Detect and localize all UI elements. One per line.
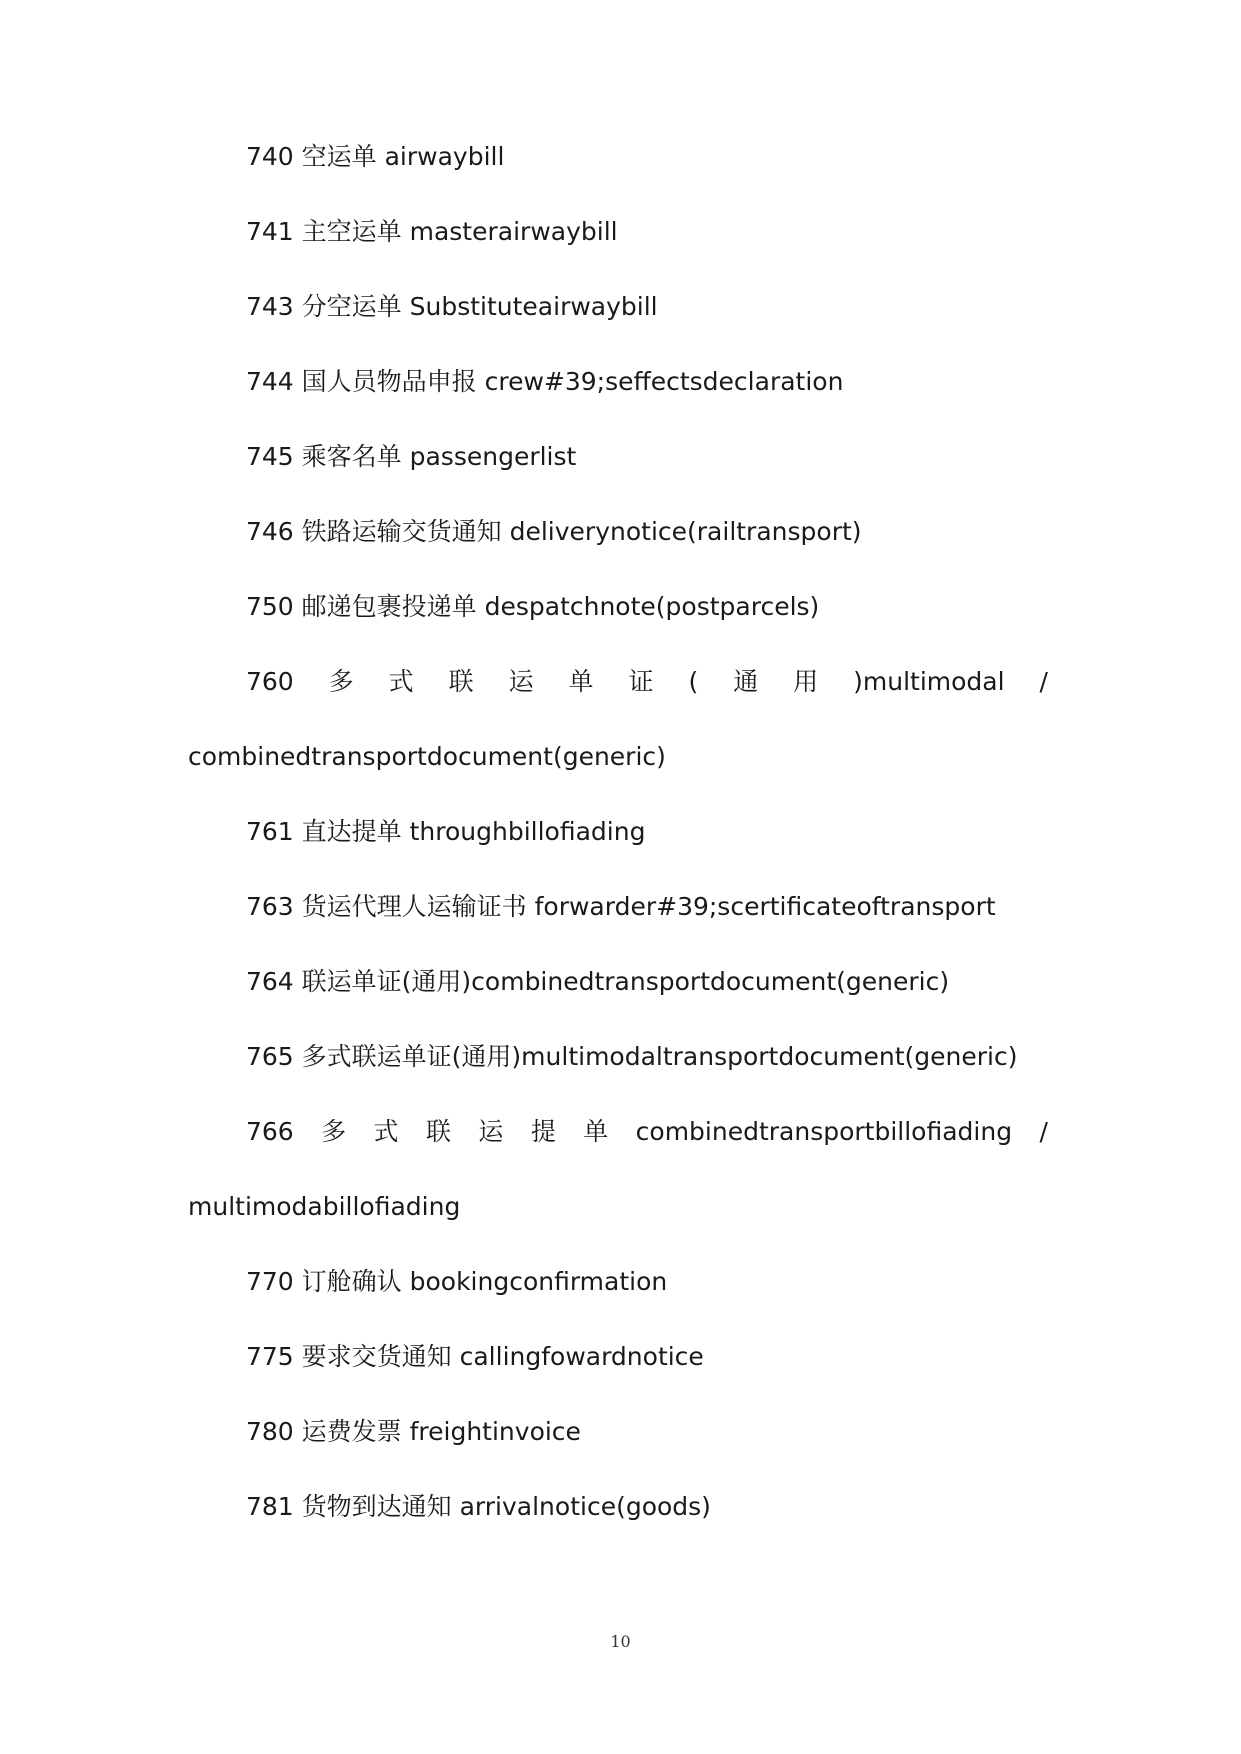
entry-760-part: 760 (246, 667, 294, 696)
entry-750: 750 邮递包裹投递单 despatchnote(postparcels) (246, 592, 820, 621)
entry-761: 761 直达提单 throughbillofiading (246, 817, 646, 846)
entry-766-part: 单 (583, 1117, 609, 1146)
entry-766-part: combinedtransportbillofiading (635, 1117, 1013, 1146)
entry-763: 763 货运代理人运输证书 forwarder#39;scertificateoftransport (246, 892, 996, 921)
entry-760-part: 联 (448, 667, 474, 696)
entry-766-part: 多 (321, 1117, 347, 1146)
entry-746: 746 铁路运输交货通知 deliverynotice(railtransport) (246, 517, 862, 546)
entry-760-part: 证 (628, 667, 654, 696)
entry-766-continuation: multimodabillofiading (188, 1192, 461, 1221)
page-number: 10 (610, 1632, 631, 1651)
entry-766-part: / (1039, 1117, 1048, 1146)
entry-743: 743 分空运单 Substituteairwaybill (246, 292, 658, 321)
entry-780: 780 运费发票 freightinvoice (246, 1417, 581, 1446)
document-body (188, 140, 1048, 1565)
entry-765: 765 多式联运单证(通用)multimodaltransportdocument(generic) (246, 1042, 1018, 1071)
entry-741: 741 主空运单 masterairwaybill (246, 217, 618, 246)
entry-760 (188, 665, 1048, 698)
entry-745: 745 乘客名单 passengerlist (246, 442, 577, 471)
entry-760-part: )multimodal (853, 667, 1005, 696)
entry-760-part: 单 (568, 667, 594, 696)
entry-760-part: / (1039, 667, 1048, 696)
entry-760-part: 通 (733, 667, 759, 696)
entry-770: 770 订舱确认 bookingconfirmation (246, 1267, 668, 1296)
entry-781: 781 货物到达通知 arrivalnotice(goods) (246, 1492, 711, 1521)
entry-760-continuation: combinedtransportdocument(generic) (188, 742, 666, 771)
entry-766-part: 766 (246, 1117, 294, 1146)
entry-760-part: 多 (328, 667, 354, 696)
entry-766 (188, 1115, 1048, 1148)
entry-760-part: 式 (388, 667, 414, 696)
entry-760-part: 用 (793, 667, 819, 696)
entry-775: 775 要求交货通知 callingfowardnotice (246, 1342, 704, 1371)
entry-764: 764 联运单证(通用)combinedtransportdocument(generic) (246, 967, 950, 996)
entry-760-part: ( (688, 667, 699, 696)
entry-766-part: 式 (373, 1117, 399, 1146)
entry-744: 744 国人员物品申报 crew#39;seffectsdeclaration (246, 367, 844, 396)
entry-766-part: 提 (530, 1117, 556, 1146)
entry-760-part: 运 (508, 667, 534, 696)
entry-766-part: 联 (425, 1117, 451, 1146)
entry-766-part: 运 (478, 1117, 504, 1146)
entry-740: 740 空运单 airwaybill (246, 142, 505, 171)
